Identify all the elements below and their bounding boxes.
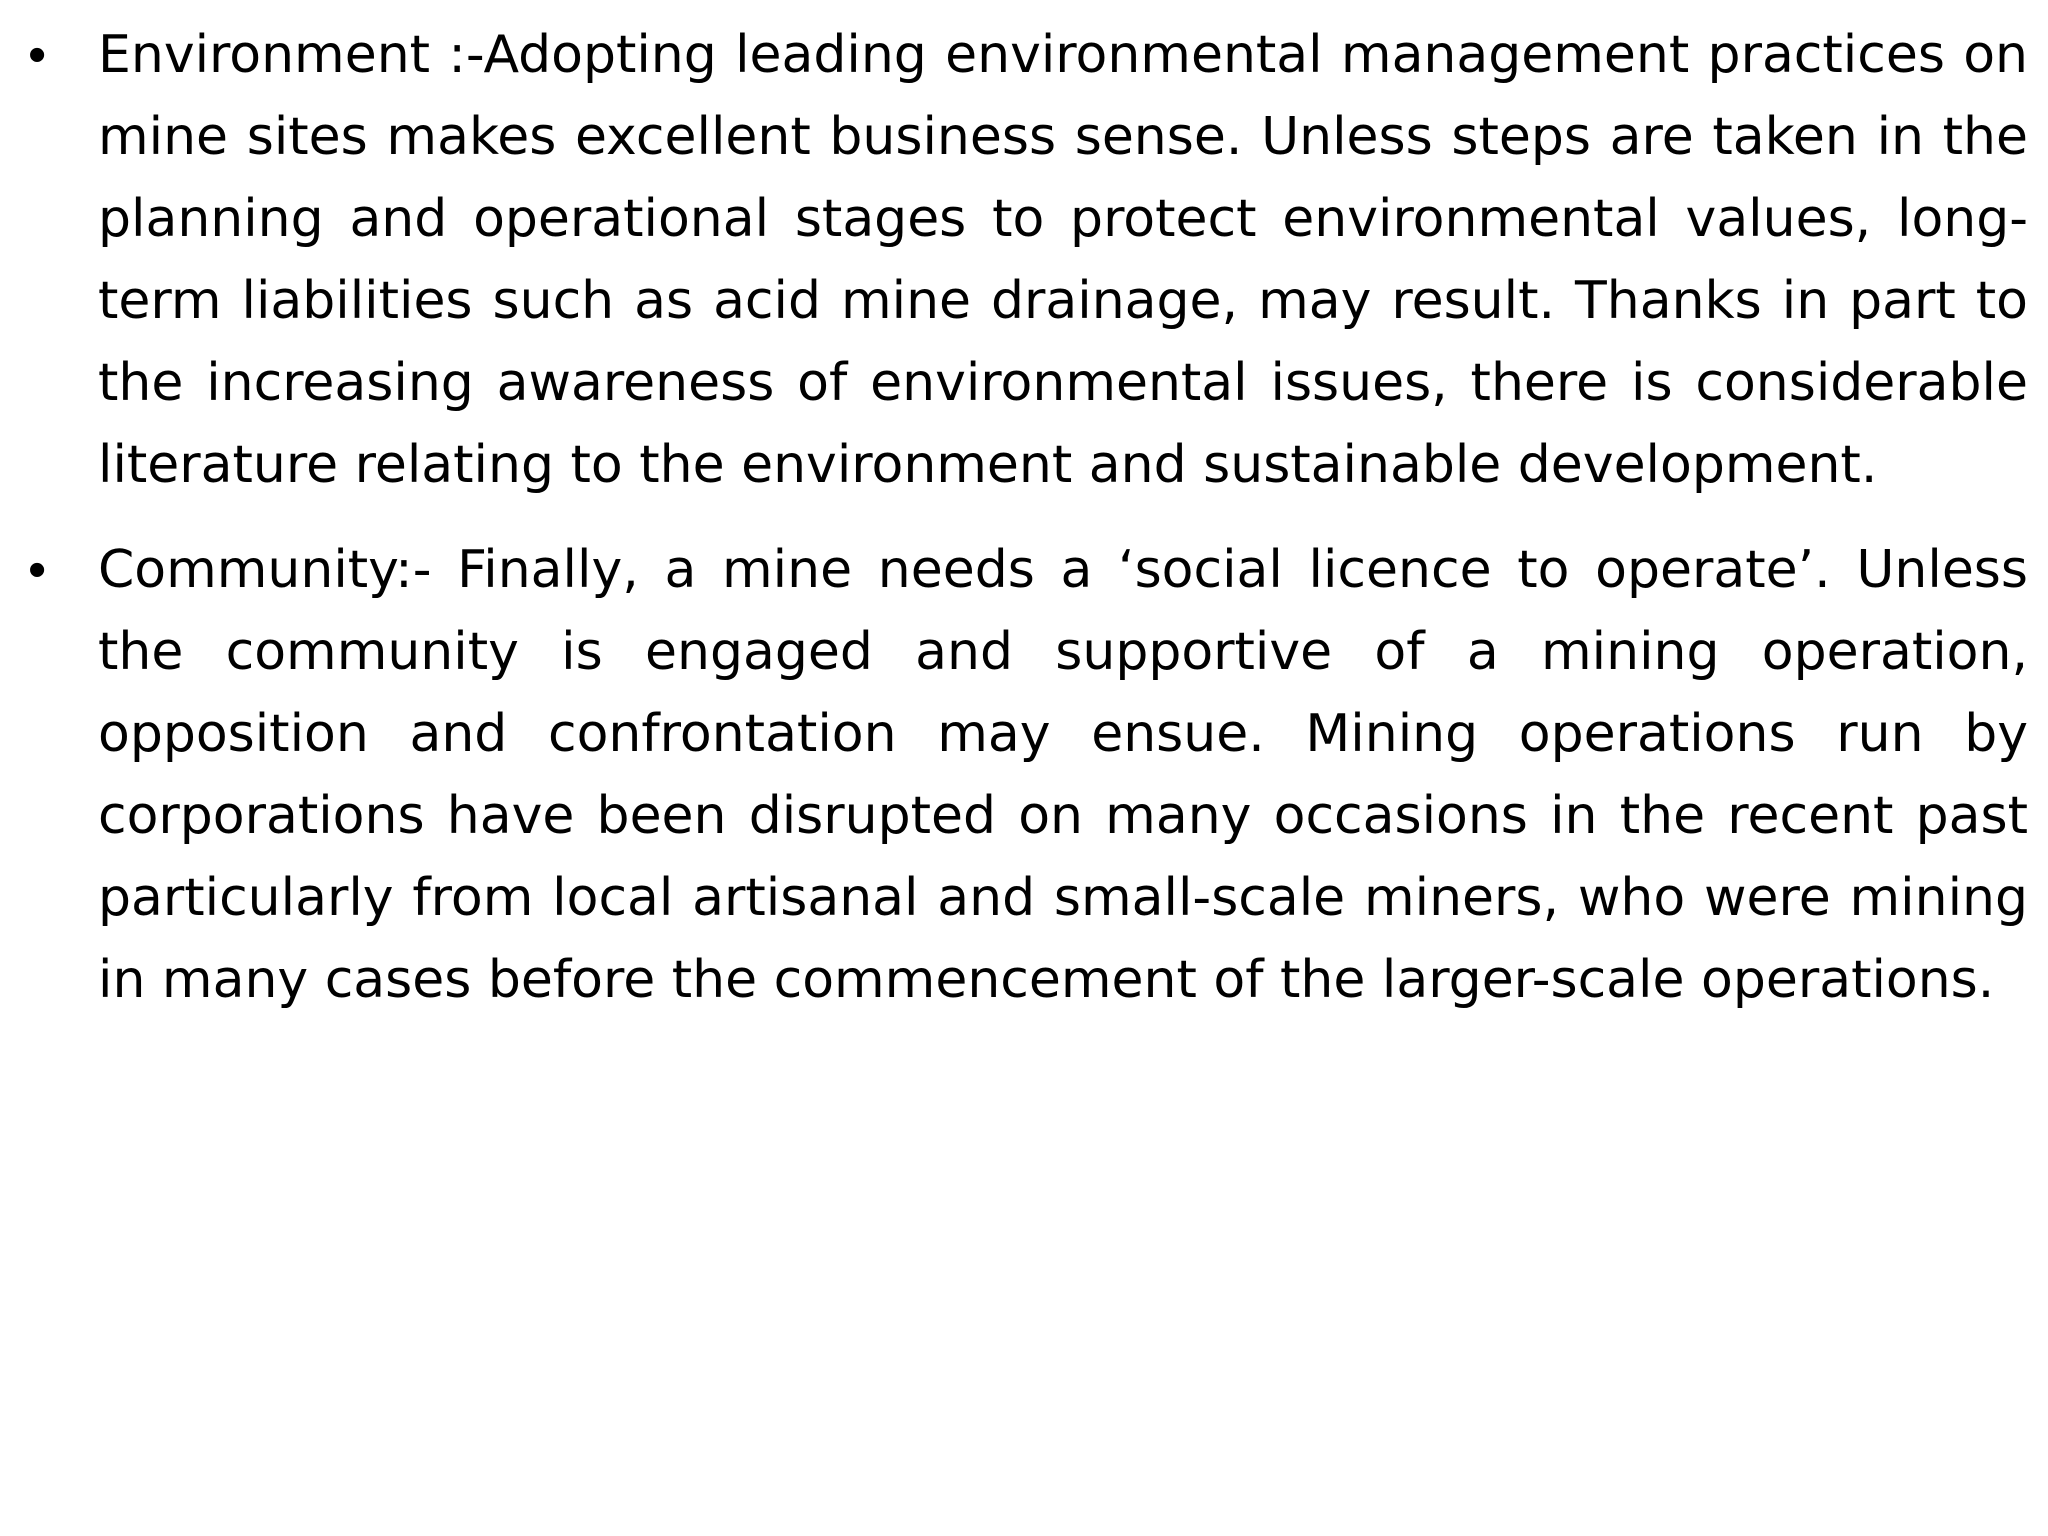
bullet-list xyxy=(20,14,2028,1044)
bullet-item-environment xyxy=(20,14,2028,506)
bullet-text-community: Community:- Finally, a mine needs a ‘social licence to operate’. Unless the community is engaged and supportive of a mining operation, opposition and confrontation may ensue. Mining operations run by corporations have been disrupted on many occasions in the recent past particularly from local artisanal and small-scale miners, who were mining in many cases before the commencement of the larger-scale operations. xyxy=(98,540,2028,1010)
bullet-item-community xyxy=(20,529,2028,1021)
bullet-text-environment: Environment :-Adopting leading environmental management practices on mine sites makes excellent business sense. Unless steps are taken in the planning and operational stages to protect environmental values, long-term liabilities such as acid mine drainage, may result. Thanks in part to the increasing awareness of environmental issues, there is considerable literature relating to the environment and sustainable development. xyxy=(98,25,2028,495)
bullet-icon: • xyxy=(28,26,47,84)
bullet-icon: • xyxy=(28,541,47,599)
